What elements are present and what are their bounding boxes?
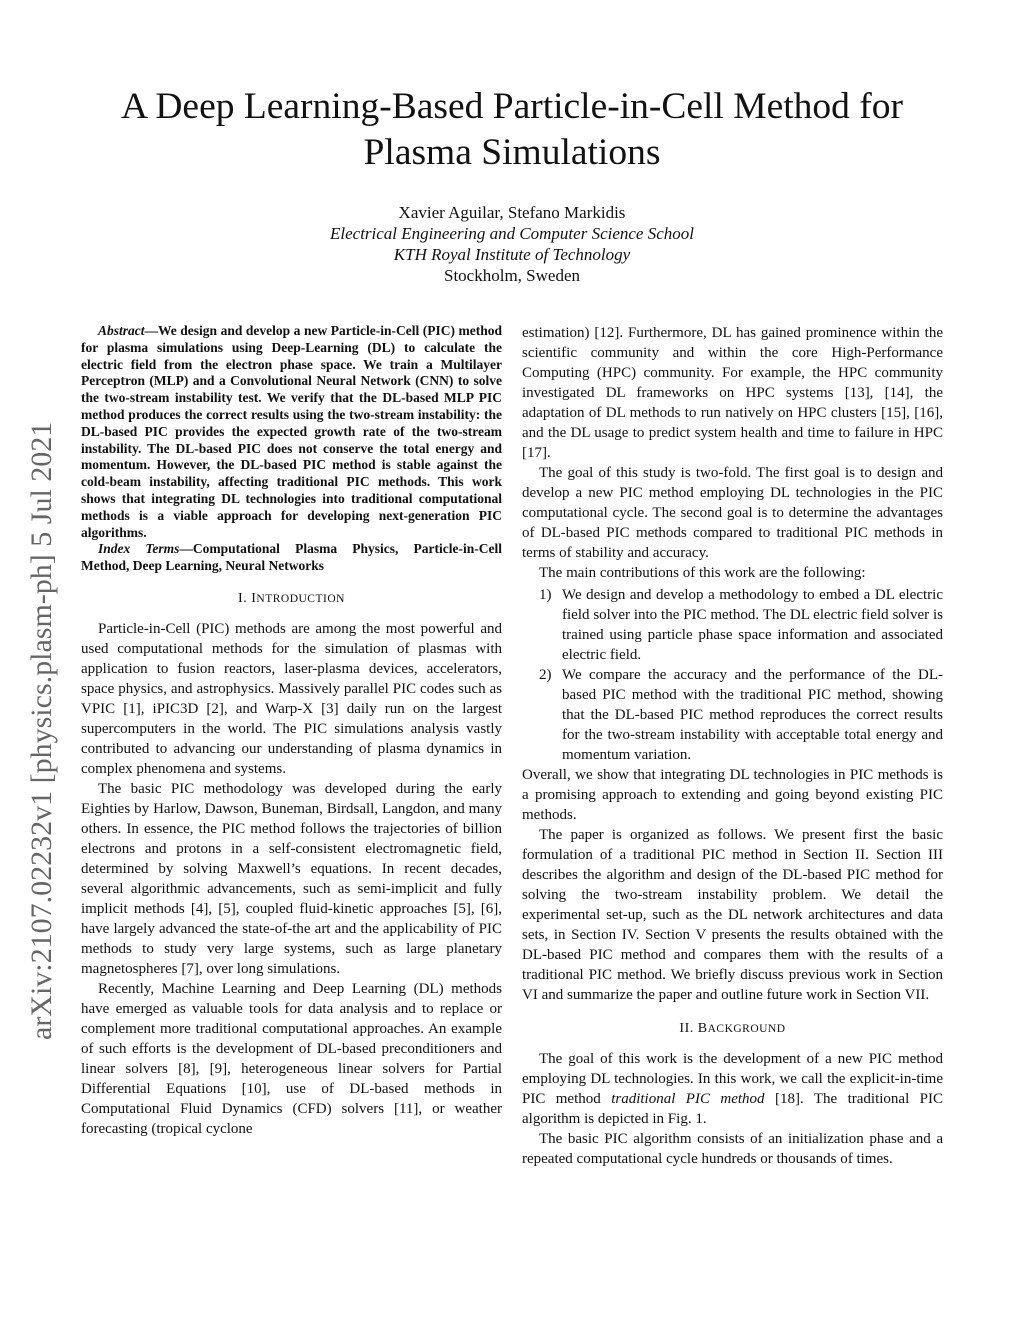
title-line-2: Plasma Simulations — [363, 132, 661, 173]
arxiv-identifier: arXiv:2107.02232v1 [physics.plasm-ph] 5 Jul 2021 — [25, 421, 58, 1040]
paper-title — [60, 84, 964, 176]
right-column — [522, 323, 943, 1169]
background-paragraph-1: The goal of this work is the development of a new PIC method employing DL technologies. In this work, we call the explicit-in-time PIC method traditional PIC method [18]. The traditional PIC algorithm is depicted in Fig. 1. — [522, 1051, 943, 1127]
index-terms-text: —Computational Plasma Physics, Particle-in-Cell Method, Deep Learning, Neural Networks — [81, 541, 502, 574]
section-heading-introduction: I. INTRODUCTION — [238, 590, 345, 606]
title-line-1: A Deep Learning-Based Particle-in-Cell Method for — [120, 86, 904, 127]
author-block — [0, 202, 1024, 286]
affiliation-school: Electrical Engineering and Computer Science School — [330, 224, 694, 243]
left-column — [81, 323, 502, 1139]
contributions-list — [522, 585, 943, 765]
section-heading-background: II. BACKGROUND — [679, 1021, 786, 1036]
intro-paragraph-goals: The goal of this study is two-fold. The first goal is to design and develop a new PIC method employing DL technologies in the PIC computational cycle. The second goal is to determine the advantages of DL-based PIC methods compared to traditional PIC methods in terms of stability and accuracy. — [522, 465, 943, 561]
affiliation-location: Stockholm, Sweden — [444, 266, 580, 285]
background-paragraph-2: The basic PIC algorithm consists of an initialization phase and a repeated computational cycle hundreds or thousands of times. — [522, 1131, 943, 1167]
intro-paragraph-1: Particle-in-Cell (PIC) methods are among the most powerful and used computational methods for the simulation of plasmas with application to fusion reactors, laser-plasma devices, accelerators, space physics, and astrophysics. Massively parallel PIC codes such as VPIC [1], iPIC3D [2], and Warp-X [3] daily run on the largest supercomputers in the world. The PIC simulations analysis vastly contributed to advancing our understanding of plasma dynamics in complex phenomena and systems. — [81, 620, 502, 777]
intro-paragraph-3: Recently, Machine Learning and Deep Learning (DL) methods have emerged as valuable tools for data analysis and to replace or complement more traditional computational approaches. An example of such efforts is the development of DL-based preconditioners and linear solvers [8], [9], heterogeneous linear solvers for Partial Differential Equations [10], use of DL-based methods in Computational Fluid Dynamics (CFD) solvers [11], or weather forecasting (tropical cyclone — [81, 980, 502, 1137]
abstract — [81, 323, 502, 541]
contribution-item: 1) We design and develop a methodology to embed a DL electric field solver into the PIC method. The DL electric field solver is trained using particle phase space information and associated electric field. — [539, 587, 943, 663]
contribution-item: 2) We compare the accuracy and the performance of the DL-based PIC method with the traditional PIC method, showing that the DL-based PIC method reproduces the correct results for the two-stream instability with acceptable total energy and momentum variation. — [539, 667, 943, 763]
intro-paragraph-2: The basic PIC methodology was developed during the early Eighties by Harlow, Dawson, Buneman, Birdsall, Langdon, and many others. In essence, the PIC method follows the trajectories of billion electrons and protons in a self-consistent electromagnetic field, determined by solving Maxwell’s equations. In recent decades, several algorithmic advancements, such as semi-implicit and fully implicit methods [4], [5], coupled fluid-kinetic approaches [5], [6], have largely advanced the state-of-the art and the applicability of PIC methods to study very large systems, such as large planetary magnetospheres [7], over long simulations. — [81, 780, 502, 977]
index-terms-label: Index Terms — [98, 541, 180, 557]
intro-paragraph-3-continued: estimation) [12]. Furthermore, DL has gained prominence within the scientific community and within the core High-Performance Computing (HPC) community. For example, the HPC community investigated DL frameworks on HPC systems [13], [14], the adaptation of DL methods to run natively on HPC clusters [15], [16], and the DL usage to predict system health and time to failure in HPC [17]. — [522, 325, 943, 461]
abstract-label: Abstract — [98, 323, 145, 338]
abstract-text: —We design and develop a new Particle-in-Cell (PIC) method for plasma simulations using Deep-Learning (DL) to calculate the electric field from the electron phase space. We train a Multilayer Perceptron (MLP) and a Convolutional Neural Network (CNN) to solve the two-stream instability test. We verify that the DL-based MLP PIC method produces the correct results using the two-stream instability: the DL-based PIC provides the expected growth rate of the two-stream instability. The DL-based PIC does not conserve the total energy and momentum. However, the DL-based PIC method is stable against the cold-beam instability, affecting traditional PIC methods. This work shows that integrating DL technologies into traditional computational methods is a viable approach for developing next-generation PIC algorithms. — [81, 323, 502, 540]
intro-paragraph-organization: The paper is organized as follows. We present first the basic formulation of a traditional PIC method in Section II. Section III describes the algorithm and design of the DL-based PIC method for solving the two-stream instability problem. We detail the experimental set-up, such as the DL network architectures and data sets, in Section IV. Section V presents the results obtained with the DL-based PIC method and compares them with the results of a traditional PIC method. We briefly discuss previous work in Section VI and summarize the paper and outline future work in Section VII. — [522, 827, 943, 1003]
index-terms — [81, 541, 502, 575]
affiliation-institute: KTH Royal Institute of Technology — [393, 245, 631, 264]
intro-paragraph-contributions: The main contributions of this work are the following: — [539, 565, 866, 581]
intro-paragraph-overall: Overall, we show that integrating DL technologies in PIC methods is a promising approach to extending and going beyond existing PIC methods. — [522, 767, 943, 823]
authors: Xavier Aguilar, Stefano Markidis — [398, 203, 626, 222]
